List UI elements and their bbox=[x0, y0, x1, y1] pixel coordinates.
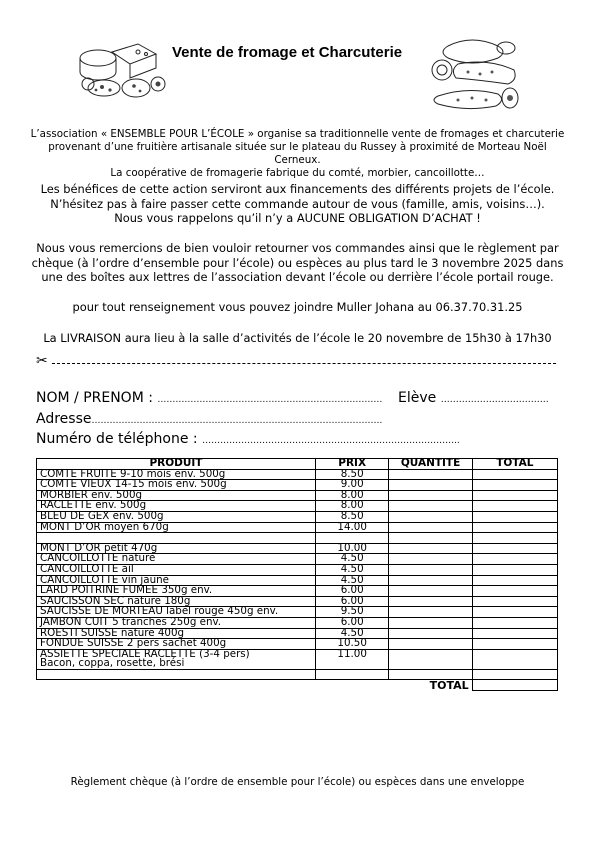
price-cell: 4.50 bbox=[315, 564, 388, 575]
product-cell: CANCOILLOTTE nature bbox=[37, 554, 316, 565]
return-line: Nous vous remercions de bien vouloir retourner vos commandes ainsi que le règlement par bbox=[36, 241, 559, 255]
quantity-input[interactable] bbox=[389, 617, 472, 628]
quantity-input[interactable] bbox=[389, 586, 472, 597]
intro-line: L’association « ENSEMBLE POUR L’ÉCOLE » organise sa traditionnelle vente de fromages et charcuterie bbox=[30, 128, 565, 140]
product-cell: SAUCISSE DE MORTEAU label rouge 450g env. bbox=[37, 607, 316, 618]
line-total-cell[interactable] bbox=[472, 480, 557, 491]
line-total-cell[interactable] bbox=[472, 617, 557, 628]
cut-line bbox=[36, 353, 556, 370]
line-total-cell[interactable] bbox=[472, 649, 557, 669]
contact-line: pour tout renseignement vous pouvez joindre Muller Johana au 06.37.70.31.25 bbox=[72, 300, 523, 314]
line-total-cell[interactable] bbox=[472, 586, 557, 597]
line-total-cell[interactable] bbox=[472, 522, 557, 533]
product-cell: CANCOILLOTTE ail bbox=[37, 564, 316, 575]
grand-total-cell[interactable] bbox=[472, 680, 557, 691]
product-cell: BLEU DE GEX env. 500g bbox=[37, 511, 316, 522]
price-cell: 4.50 bbox=[315, 628, 388, 639]
special-price-cell: 11.00 bbox=[315, 649, 388, 669]
header-total: TOTAL bbox=[472, 459, 557, 470]
line-total-cell[interactable] bbox=[472, 543, 557, 554]
price-cell: 14.00 bbox=[315, 522, 388, 533]
price-cell: 6.00 bbox=[315, 617, 388, 628]
price-cell: 10.50 bbox=[315, 639, 388, 650]
empty-total-cell[interactable] bbox=[472, 669, 557, 680]
line-total-cell[interactable] bbox=[472, 596, 557, 607]
product-cell: MONT D’OR moyen 670g bbox=[37, 522, 316, 533]
name-dots: ………………………………………………………………… bbox=[157, 395, 383, 405]
return-paragraph bbox=[30, 241, 565, 285]
price-cell: 10.00 bbox=[315, 543, 388, 554]
quantity-input[interactable] bbox=[389, 501, 472, 512]
product-cell: ROESTI SUISSE nature 400g bbox=[37, 628, 316, 639]
special-product-cell bbox=[37, 649, 316, 669]
address-label: Adresse bbox=[36, 411, 92, 427]
line-total-cell[interactable] bbox=[472, 564, 557, 575]
student-dots: ……………………………… bbox=[440, 395, 549, 405]
intro-paragraph bbox=[30, 128, 565, 180]
product-cell: JAMBON CUIT 5 tranches 250g env. bbox=[37, 617, 316, 628]
student-field[interactable] bbox=[398, 390, 549, 408]
special-product-detail: Bacon, coppa, rosette, brési bbox=[40, 657, 185, 670]
product-cell: LARD POITRINE FUMEE 350g env. bbox=[37, 586, 316, 597]
product-cell: SAUCISSON SEC nature 180g bbox=[37, 596, 316, 607]
product-cell: FONDUE SUISSE 2 pers sachet 400g bbox=[37, 639, 316, 650]
quantity-input[interactable] bbox=[389, 639, 472, 650]
quantity-input[interactable] bbox=[389, 543, 472, 554]
product-cell: COMTE FRUITE 9-10 mois env. 500g bbox=[37, 469, 316, 480]
quantity-input[interactable] bbox=[389, 607, 472, 618]
return-line: chèque (à l’ordre d’ensemble pour l’école) ou espèces au plus tard le 3 novembre 2025 dans bbox=[31, 255, 564, 270]
return-line: une des boîtes aux lettres de l’association devant l’école ou derrière l’école portail rouge. bbox=[41, 270, 554, 285]
page-title: Vente de fromage et Charcuterie bbox=[172, 44, 403, 61]
line-total-cell[interactable] bbox=[472, 511, 557, 522]
dashed-divider bbox=[52, 363, 556, 364]
line-total-cell[interactable] bbox=[472, 575, 557, 586]
header-quantity: QUANTITE bbox=[389, 459, 472, 470]
product-cell: CANCOILLOTTE vin jaune bbox=[37, 575, 316, 586]
total-label: TOTAL bbox=[37, 680, 473, 691]
table-row bbox=[37, 522, 558, 533]
quantity-input[interactable] bbox=[389, 564, 472, 575]
price-cell: 9.50 bbox=[315, 607, 388, 618]
benefits-line: N’hésitez pas à faire passer cette commande autour de vous (famille, amis, voisins…). bbox=[50, 196, 545, 211]
phone-field[interactable] bbox=[36, 431, 460, 449]
quantity-input[interactable] bbox=[389, 554, 472, 565]
table-row-empty bbox=[37, 669, 558, 680]
delivery-line: La LIVRAISON aura lieu à la salle d’activités de l’école le 20 novembre de 15h30 à 17h30 bbox=[43, 331, 552, 345]
price-cell: 6.00 bbox=[315, 586, 388, 597]
line-total-cell[interactable] bbox=[472, 501, 557, 512]
quantity-input[interactable] bbox=[389, 596, 472, 607]
empty-price-cell bbox=[315, 669, 388, 680]
price-cell: 9.00 bbox=[315, 480, 388, 491]
address-dots: ……………………………………………………………………………………. bbox=[91, 416, 383, 426]
table-row-special bbox=[37, 649, 558, 669]
line-total-cell[interactable] bbox=[472, 490, 557, 501]
phone-label: Numéro de téléphone : bbox=[36, 431, 198, 447]
price-cell: 8.50 bbox=[315, 469, 388, 480]
cheese-illustration bbox=[74, 38, 170, 102]
order-table bbox=[36, 458, 558, 691]
product-cell: MORBIER env. 500g bbox=[37, 490, 316, 501]
line-total-cell[interactable] bbox=[472, 533, 557, 544]
quantity-input[interactable] bbox=[389, 533, 472, 544]
line-total-cell[interactable] bbox=[472, 628, 557, 639]
product-cell: COMTE VIEUX 14-15 mois env. 500g bbox=[37, 480, 316, 491]
header-product: PRODUIT bbox=[37, 459, 316, 470]
quantity-input[interactable] bbox=[389, 649, 472, 669]
name-label: NOM / PRENOM : bbox=[36, 390, 153, 406]
address-field[interactable] bbox=[36, 411, 382, 429]
table-total-row bbox=[37, 680, 558, 691]
special-product-title: ASSIETTE SPECIALE RACLETTE (3-4 pers) bbox=[40, 647, 250, 660]
quantity-input[interactable] bbox=[389, 490, 472, 501]
benefits-line: Les bénéfices de cette action serviront aux financements des différents projets de l’école. bbox=[40, 182, 555, 196]
quantity-input[interactable] bbox=[389, 511, 472, 522]
intro-line: provenant d’une fruitière artisanale située sur le plateau du Russey à proximité de Morteau Noël Cerneux. bbox=[48, 141, 547, 166]
phone-dots: ………………………………………………………………………….. bbox=[202, 436, 460, 446]
line-total-cell[interactable] bbox=[472, 607, 557, 618]
product-cell: MONT D’OR petit 470g bbox=[37, 543, 316, 554]
product-cell: RACLETTE env. 500g bbox=[37, 501, 316, 512]
charcuterie-illustration bbox=[428, 36, 524, 112]
price-cell: 4.50 bbox=[315, 575, 388, 586]
price-cell: 4.50 bbox=[315, 554, 388, 565]
scissors-icon: ✂ bbox=[36, 353, 48, 369]
price-cell: 6.00 bbox=[315, 596, 388, 607]
benefits-paragraph bbox=[30, 182, 565, 226]
quantity-input[interactable] bbox=[389, 469, 472, 480]
quantity-input[interactable] bbox=[389, 628, 472, 639]
student-label: Elève bbox=[398, 390, 437, 406]
payment-footer: Règlement chèque (à l’ordre de ensemble pour l’école) ou espèces dans une enveloppe bbox=[70, 776, 525, 788]
price-cell: 8.00 bbox=[315, 490, 388, 501]
line-total-cell[interactable] bbox=[472, 469, 557, 480]
benefits-line: Nous vous rappelons qu’il n’y a AUCUNE OBLIGATION D’ACHAT ! bbox=[114, 211, 481, 226]
quantity-input[interactable] bbox=[389, 575, 472, 586]
price-cell: 8.50 bbox=[315, 511, 388, 522]
quantity-input[interactable] bbox=[389, 480, 472, 491]
line-total-cell[interactable] bbox=[472, 639, 557, 650]
empty-product-cell bbox=[37, 669, 316, 680]
name-field[interactable] bbox=[36, 390, 382, 408]
line-total-cell[interactable] bbox=[472, 554, 557, 565]
header-price: PRIX bbox=[315, 459, 388, 470]
quantity-input[interactable] bbox=[389, 522, 472, 533]
intro-line: La coopérative de fromagerie fabrique du comté, morbier, cancoillotte… bbox=[110, 167, 485, 179]
price-cell: 8.00 bbox=[315, 501, 388, 512]
